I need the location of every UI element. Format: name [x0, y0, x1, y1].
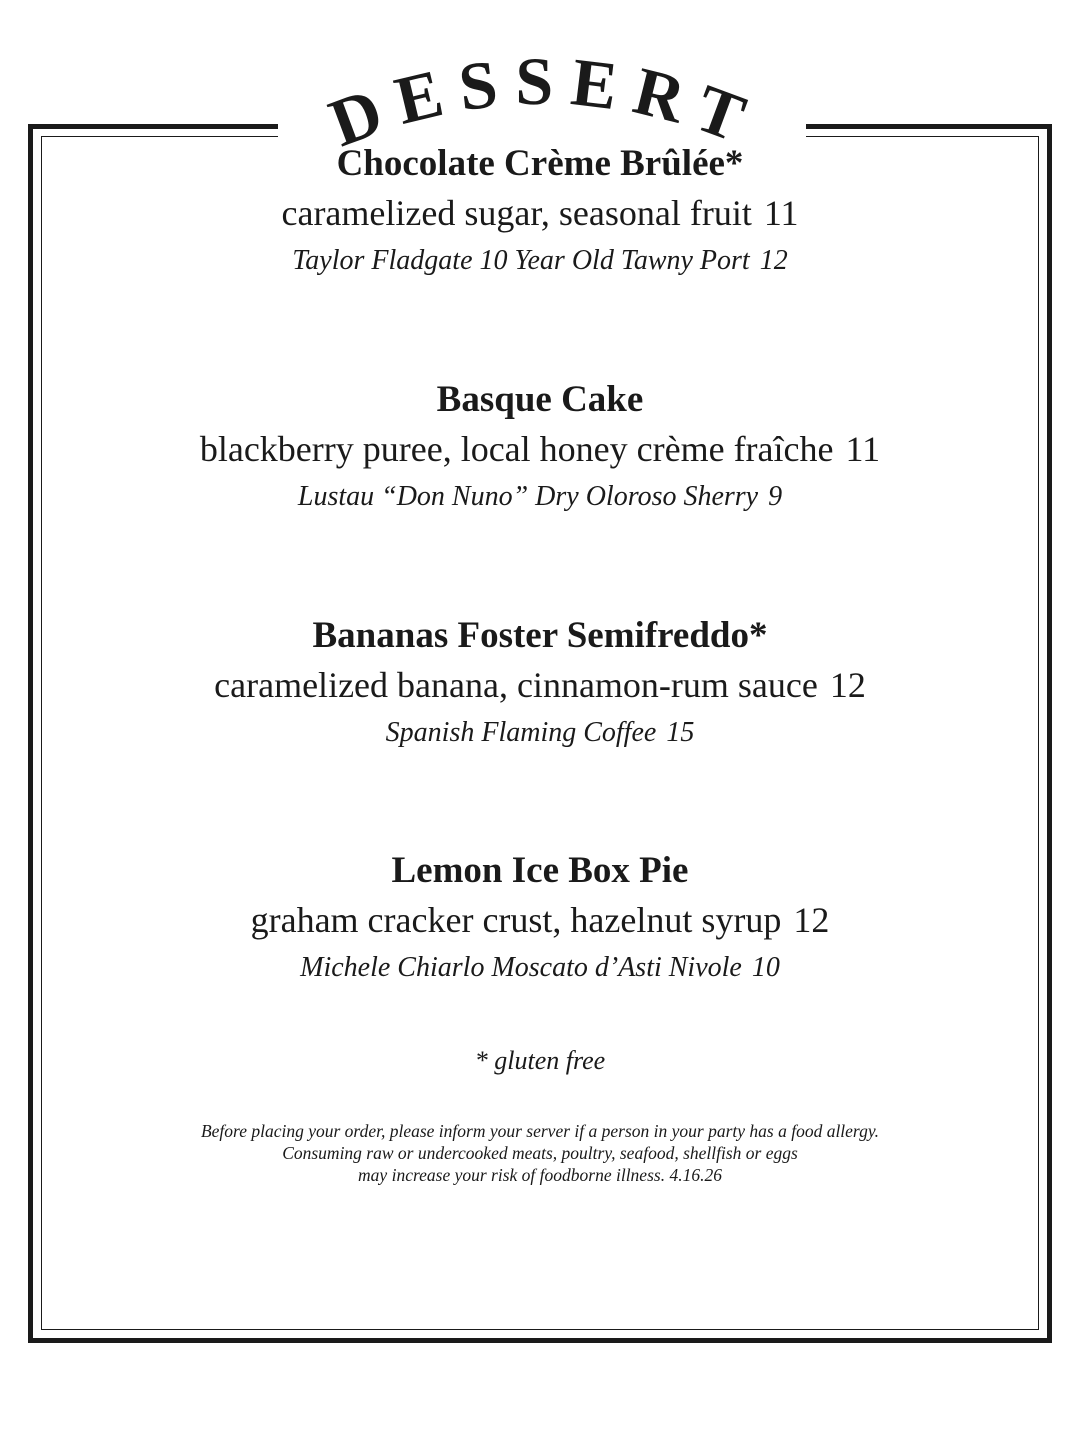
- item-pairing-text: Michele Chiarlo Moscato d’Asti Nivole: [300, 952, 742, 983]
- item-description-text: caramelized sugar, seasonal fruit: [281, 193, 752, 233]
- item-name: Basque Cake: [436, 379, 644, 420]
- item-pairing: [41, 945, 1039, 991]
- item-pairing: [41, 710, 1039, 756]
- item-description: [41, 424, 1039, 474]
- menu-item: [41, 376, 1039, 520]
- item-price: 11: [763, 193, 799, 233]
- item-description-text: caramelized banana, cinnamon-rum sauce: [214, 665, 818, 705]
- pairing-price: 12: [759, 245, 788, 276]
- pairing-price: 9: [768, 481, 783, 512]
- menu-title-text: DESSERT: [319, 42, 770, 162]
- item-pairing-text: Taylor Fladgate 10 Year Old Tawny Port: [292, 245, 750, 276]
- item-description: [41, 895, 1039, 945]
- menu-item: [41, 140, 1039, 284]
- disclaimer-line: may increase your risk of foodborne illness. 4.16.26: [358, 1165, 722, 1185]
- item-description: [41, 660, 1039, 710]
- disclaimer-line: Before placing your order, please inform your server if a person in your party has a food allergy.: [200, 1121, 880, 1141]
- item-pairing: [41, 238, 1039, 284]
- item-description-text: blackberry puree, local honey crème fraîche: [199, 429, 834, 469]
- item-name: Chocolate Crème Brûlée*: [336, 143, 744, 184]
- item-price: 11: [845, 429, 881, 469]
- item-name: Bananas Foster Semifreddo*: [312, 615, 768, 656]
- allergy-disclaimer: [41, 1120, 1039, 1186]
- pairing-price: 10: [751, 952, 780, 983]
- menu-item: [41, 847, 1039, 991]
- gluten-free-note: * gluten free: [474, 1046, 606, 1075]
- item-description-text: graham cracker crust, hazelnut syrup: [250, 900, 782, 940]
- pairing-price: 15: [666, 717, 695, 748]
- item-price: 12: [793, 900, 830, 940]
- item-pairing-text: Spanish Flaming Coffee: [385, 717, 657, 748]
- menu-item: [41, 612, 1039, 756]
- item-pairing-text: Lustau “Don Nuno” Dry Oloroso Sherry: [297, 481, 759, 512]
- disclaimer-line: Consuming raw or undercooked meats, poultry, seafood, shellfish or eggs: [282, 1143, 798, 1163]
- item-description: [41, 188, 1039, 238]
- item-name: Lemon Ice Box Pie: [391, 850, 689, 891]
- item-price: 12: [829, 665, 866, 705]
- item-pairing: [41, 474, 1039, 520]
